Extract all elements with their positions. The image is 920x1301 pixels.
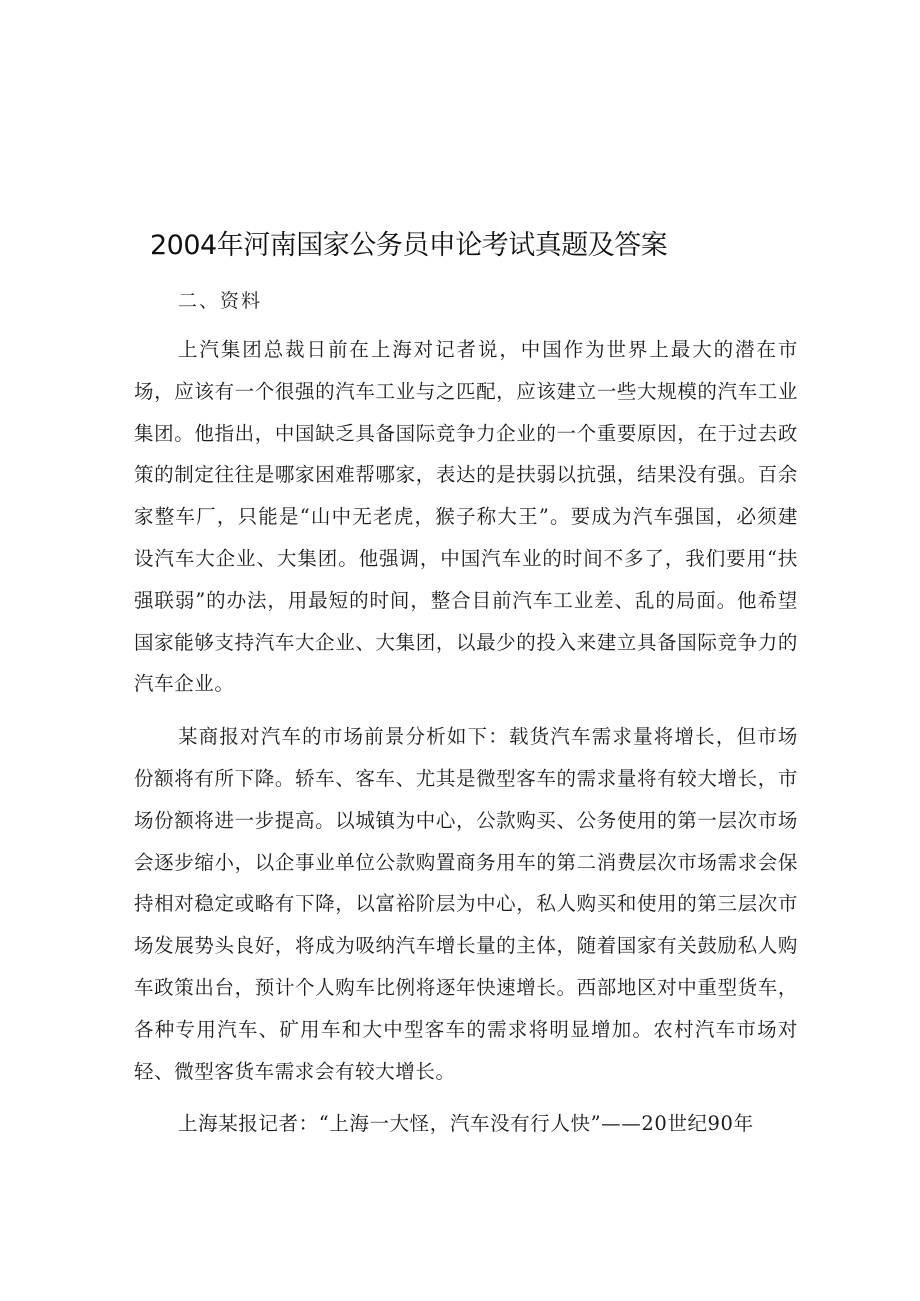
paragraph: 上汽集团总裁日前在上海对记者说，中国作为世界上最大的潜在市场，应该有一个很强的汽车工业与之匹配，应该建立一些大规模的汽车工业集团。他指出，中国缺乏具备国际竞争力企业的一个重要原因，在于过去政策的制定往往是哪家困难帮哪家，表达的是扶弱以抗强，结果没有强。百余家整车厂，只能是“山中无老虎，猴子称大王”。要成为汽车强国，必须建设汽车大企业、大集团。他强调，中国汽车业的时间不多了，我们要用“扶强联弱”的办法，用最短的时间，整合目前汽车工业差、乱的局面。他希望国家能够支持汽车大企业、大集团，以最少的投入来建立具备国际竞争力的汽车企业。 (134, 338, 798, 696)
paragraph: 某商报对汽车的市场前景分析如下：载货汽车需求量将增长，但市场份额将有所下降。轿车、客车、尤其是微型客车的需求量将有较大增长，市场份额将进一步提高。以城镇为中心，公款购买、公务使用的第一层次市场会逐步缩小，以企事业单位公款购置商务用车的第二消费层次市场需求会保持相对稳定或略有下降，以富裕阶层为中心，私人购买和使用的第三层次市场发展势头良好，将成为吸纳汽车增长量的主体，随着国家有关鼓励私人购车政策出台，预计个人购车比例将逐年快速增长。西部地区对中重型货车，各种专用汽车、矿用车和大中型客车的需求将明显增加。农村汽车市场对轻、微型客货车需求会有较大增长。 (134, 725, 798, 1083)
document-body (134, 329, 798, 1145)
paragraph: 上海某报记者：“上海一大怪，汽车没有行人快”——20世纪90年 (178, 1112, 754, 1136)
document-title: 2004年河南国家公务员申论考试真题及答案 (150, 230, 668, 261)
section-heading: 二、资料 (178, 290, 263, 312)
